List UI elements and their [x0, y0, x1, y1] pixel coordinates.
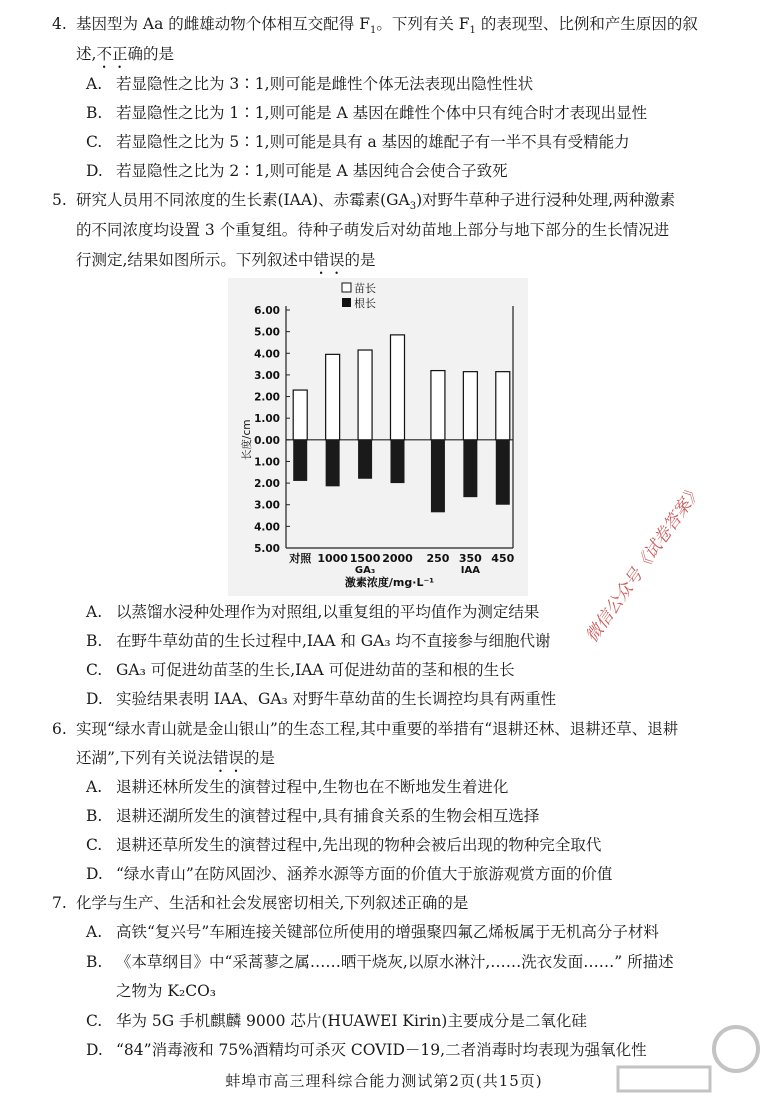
- bar-root-length: [293, 440, 307, 481]
- q7-option-b-label: B.: [86, 953, 103, 971]
- bar-shoot-length: [293, 390, 307, 440]
- y-tick-label: 2.00: [254, 391, 280, 404]
- site-logo-icon: [612, 1023, 762, 1095]
- bar-shoot-length: [358, 350, 372, 440]
- x-tick-label: 350: [458, 552, 482, 565]
- q7-option-a: [86, 922, 659, 942]
- q5-option-a: [86, 602, 539, 622]
- hormone-bar-chart: [228, 278, 528, 596]
- q5-stem-line3: [76, 250, 375, 278]
- y-tick-label: 3.00: [254, 499, 280, 512]
- y-tick-label: 3.00: [254, 369, 280, 382]
- q7-option-c-text: 华为 5G 手机麒麟 9000 芯片(HUAWEI Kirin)主要成分是二氧化硅: [116, 1012, 587, 1030]
- q4-number: 4.: [52, 15, 67, 33]
- page-footer: 蚌埠市高三理科综合能力测试第2页(共15页): [225, 1072, 543, 1090]
- q6-stem2-emph: 错误: [212, 749, 244, 767]
- bar-shoot-length: [391, 335, 405, 440]
- q4-stem2-emph: 不正: [96, 45, 128, 63]
- q6-stem2a: 还湖”,下列有关说法: [76, 749, 213, 767]
- bar-root-length: [431, 440, 445, 512]
- q4-option-b: [86, 103, 647, 123]
- bar-shoot-length: [496, 372, 510, 440]
- q5-stem1-sub: 3: [409, 201, 417, 213]
- q4-sub1: 1: [369, 25, 377, 37]
- q7-option-b-cont: [86, 981, 216, 1001]
- q7-option-c-label: C.: [86, 1012, 103, 1030]
- q5-option-b-text: 在野牛草幼苗的生长过程中,IAA 和 GA₃ 均不直接参与细胞代谢: [116, 632, 551, 650]
- q6-option-b-label: B.: [86, 807, 103, 825]
- q5-number: 5.: [52, 191, 67, 209]
- watermark-text: 微信公众号《试卷答案》: [582, 481, 706, 647]
- q7-option-a-text: 高铁“复兴号”车厢连接关键部位所使用的增强聚四氟乙烯板属于无机高分子材料: [116, 923, 659, 941]
- x-tick-label: 1000: [317, 552, 348, 565]
- y-tick-label: 1.00: [254, 413, 280, 426]
- q4-sub1b: 1: [469, 25, 476, 37]
- q6-option-b-text: 退耕还湖所发生的演替过程中,具有捕食关系的生物会相互选择: [116, 807, 540, 825]
- q7-option-d-label: D.: [86, 1041, 103, 1059]
- q4-stem-line2: [76, 44, 174, 72]
- q6-option-a: [86, 777, 508, 797]
- x-tick-label: 1500: [349, 552, 381, 565]
- bar-shoot-length: [326, 354, 340, 439]
- q6-option-c: [86, 835, 601, 855]
- q7-option-d-text: “84”消毒液和 75%酒精均可杀灭 COVID－19,二者消毒时均表现为强氧化性: [116, 1041, 647, 1059]
- q4-option-b-text: 若显隐性之比为 1∶1,则可能是 A 基因在雌性个体中只有纯合时才表现出显性: [116, 104, 648, 122]
- bar-shoot-length: [463, 372, 477, 440]
- group-label: GA₃: [354, 565, 376, 576]
- q5-option-d-label: D.: [86, 690, 103, 708]
- q5-option-b: [86, 631, 551, 651]
- q4-option-d: [86, 161, 508, 181]
- y-tick-label: 2.00: [254, 478, 280, 491]
- q4-stem-line1: [52, 14, 698, 41]
- q7-stem: 化学与生产、生活和社会发展密切相关,下列叙述正确的是: [76, 894, 469, 912]
- q6-stem2b: 的是: [243, 749, 275, 767]
- q4-option-b-label: B.: [86, 104, 103, 122]
- q4-stem2a: 述,: [76, 45, 97, 63]
- q5-option-d: [86, 689, 556, 709]
- q7-option-a-label: A.: [86, 923, 103, 941]
- q4-option-a-text: 若显隐性之比为 3∶1,则可能是雌性个体无法表现出隐性性状: [116, 75, 534, 93]
- q6-option-d-label: D.: [86, 865, 103, 883]
- x-tick-label: 450: [491, 552, 515, 565]
- q6-option-c-text: 退耕还草所发生的演替过程中,先出现的物种会被后出现的物种完全取代: [116, 836, 602, 854]
- q5-stem1b: )对野牛草种子进行浸种处理,两种激素: [416, 191, 676, 209]
- q4-stem-part1: 基因型为 Aa 的雌雄动物个体相互交配得 F: [76, 15, 370, 33]
- q7-stem-line1: [52, 893, 468, 913]
- bar-root-length: [326, 440, 340, 487]
- bar-root-length: [391, 440, 405, 483]
- x-tick-label: 250: [426, 552, 450, 565]
- q5-stem-line1: [52, 190, 675, 217]
- bar-shoot-length: [431, 371, 445, 440]
- q4-option-c-label: C.: [86, 133, 103, 151]
- q7-option-b-text: 《本草纲目》中“采蒿蓼之属……晒干烧灰,以原水淋汁,……洗衣发面……” 所描述: [116, 953, 674, 971]
- x-tick-label: 对照: [289, 552, 312, 565]
- q7-option-b-cont-text: 之物为 K₂CO₃: [116, 982, 217, 1000]
- q6-stem-line1: [52, 719, 678, 739]
- q5-option-a-label: A.: [86, 603, 103, 621]
- q6-number: 6.: [52, 720, 67, 738]
- q4-option-d-label: D.: [86, 162, 103, 180]
- legend-label-shoot: 苗长: [354, 282, 376, 295]
- q6-option-d: [86, 864, 612, 884]
- q6-option-c-label: C.: [86, 836, 103, 854]
- q5-stem-line2: 的不同浓度均设置 3 个重复组。待种子萌发后对幼苗地上部分与地下部分的生长情况进: [76, 221, 670, 239]
- q5-option-d-text: 实验结果表明 IAA、GA₃ 对野牛草幼苗的生长调控均具有两重性: [116, 690, 557, 708]
- q6-stem1: 实现“绿水青山就是金山银山”的生态工程,其中重要的举措有“退耕还林、退耕还草、退耕: [76, 720, 679, 738]
- group-label: IAA: [460, 565, 480, 576]
- q7-option-b: [86, 952, 674, 972]
- q5-option-c-text: GA₃ 可促进幼苗茎的生长,IAA 可促进幼苗的茎和根的生长: [116, 661, 515, 679]
- q5-stem1a: 研究人员用不同浓度的生长素(IAA)、赤霉素(GA: [76, 191, 410, 209]
- x-axis-label: 激素浓度/mg·L⁻¹: [344, 576, 435, 589]
- q5-option-b-label: B.: [86, 632, 103, 650]
- legend-label-root: 根长: [354, 297, 376, 310]
- q7-option-d: [86, 1040, 647, 1060]
- y-tick-label: 5.00: [254, 326, 280, 339]
- q5-option-c-label: C.: [86, 661, 103, 679]
- y-tick-label: 1.00: [254, 456, 280, 469]
- q7-option-c: [86, 1011, 587, 1031]
- q5-option-a-text: 以蒸馏水浸种处理作为对照组,以重复组的平均值作为测定结果: [116, 603, 540, 621]
- q4-stem-part2: 。下列有关 F: [376, 15, 470, 33]
- q6-stem-line2: [76, 748, 275, 776]
- y-tick-label: 4.00: [254, 521, 280, 534]
- q4-option-d-text: 若显隐性之比为 2∶1,则可能是 A 基因纯合会使合子致死: [116, 162, 508, 180]
- q6-option-a-label: A.: [86, 778, 103, 796]
- q6-option-a-text: 退耕还林所发生的演替过程中,生物也在不断地发生着进化: [116, 778, 509, 796]
- q5-stem3b: 的是: [344, 251, 376, 269]
- q4-option-a: [86, 74, 533, 94]
- q4-option-a-label: A.: [86, 75, 103, 93]
- legend-swatch-root: [342, 298, 351, 307]
- q4-option-c: [86, 132, 630, 152]
- bar-root-length: [496, 440, 510, 505]
- q6-option-d-text: “绿水青山”在防风固沙、涵养水源等方面的价值大于旅游观赏方面的价值: [116, 865, 613, 883]
- q7-number: 7.: [52, 894, 67, 912]
- y-axis-label: 长度/cm: [241, 419, 253, 461]
- x-tick-label: 2000: [382, 552, 413, 565]
- bar-root-length: [358, 440, 372, 479]
- bar-root-length: [463, 440, 477, 497]
- q5-stem3a: 行测定,结果如图所示。下列叙述中: [76, 251, 314, 269]
- y-tick-label: 5.00: [254, 543, 280, 555]
- q5-option-c: [86, 660, 515, 680]
- q4-stem2b: 确的是: [127, 45, 174, 63]
- q4-option-c-text: 若显隐性之比为 5∶1,则可能是具有 a 基因的雄配子有一半不具有受精能力: [116, 133, 630, 151]
- legend-swatch-shoot: [342, 283, 351, 292]
- q4-stem-part3: 的表现型、比例和产生原因的叙: [475, 15, 698, 33]
- y-tick-label: 0.00: [254, 434, 280, 447]
- q6-option-b: [86, 806, 539, 826]
- y-tick-label: 4.00: [254, 348, 280, 361]
- q5-stem3-emph: 错误: [313, 251, 345, 269]
- y-tick-label: 6.00: [254, 305, 280, 317]
